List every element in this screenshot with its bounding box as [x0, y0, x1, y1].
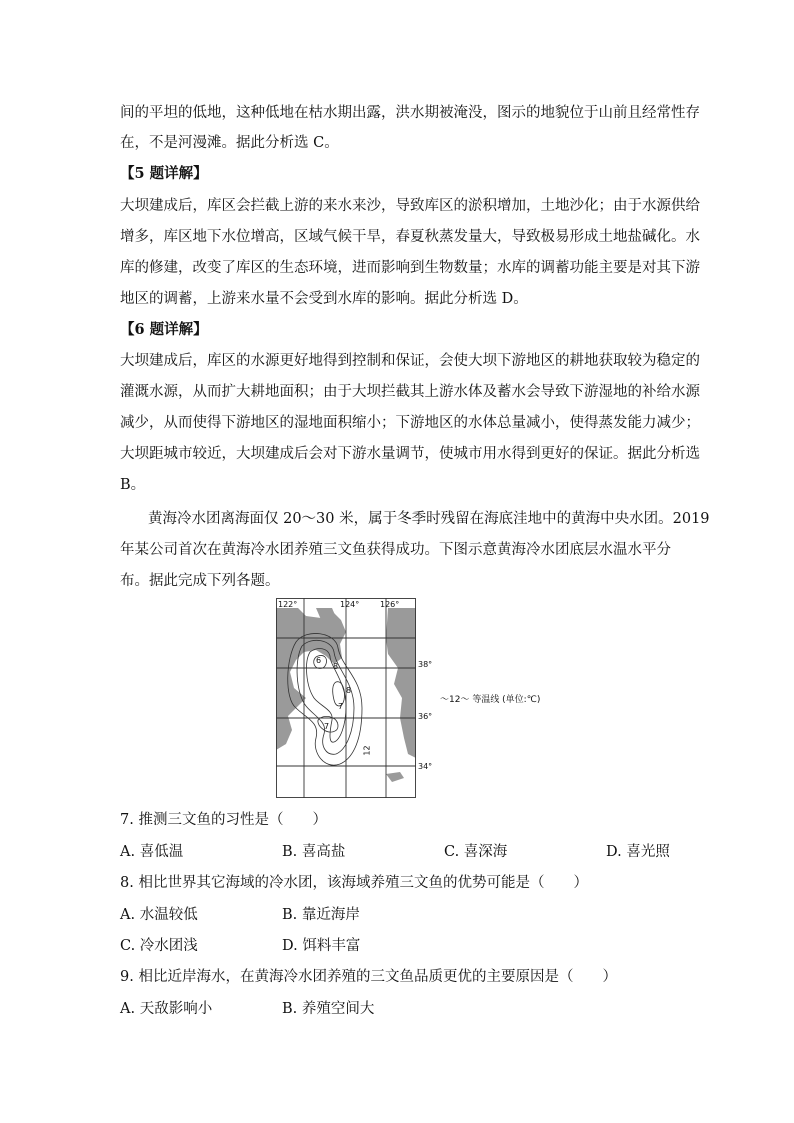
contour-label-6: 6	[316, 656, 322, 665]
latitude-label-34: 34°	[418, 762, 433, 771]
q8-option-d: D. 饵料丰富	[282, 938, 361, 954]
intro-text-line-1: 黄海冷水团离海面仅 20～30 米，属于冬季时残留在海底洼地中的黄海中央水团。2019	[148, 511, 710, 527]
intro-text-line-2: 年某公司首次在黄海冷水团养殖三文鱼获得成功。下图示意黄海冷水团底层水温水平分	[120, 542, 671, 558]
q8-stem: 8. 相比世界其它海域的冷水团，该海域养殖三文鱼的优势可能是（ ）	[120, 875, 588, 891]
q5-text-line-4: 地区的调蓄，上游来水量不会受到水库的影响。据此分析选 D。	[120, 291, 528, 307]
latitude-label-38: 38°	[418, 660, 433, 669]
map-drawing	[276, 598, 416, 798]
contour-label-8a: 8	[333, 662, 339, 671]
intro-text-line-3: 布。据此完成下列各题。	[120, 573, 280, 589]
q7-option-d: D. 喜光照	[606, 844, 670, 860]
q4-text-line-1: 间的平坦的低地，这种低地在枯水期出露，洪水期被淹没，图示的地貌位于山前且经常性存	[120, 105, 700, 121]
q5-text-line-3: 库的修建，改变了库区的生态环境，进而影响到生物数量；水库的调蓄功能主要是对其下游	[120, 260, 700, 276]
q7-stem: 7. 推测三文鱼的习性是（ ）	[120, 812, 327, 828]
q7-option-c: C. 喜深海	[444, 844, 508, 860]
contour-label-7a: 7	[338, 702, 344, 711]
contour-label-7b: 7	[324, 722, 330, 731]
q5-text-line-2: 增多，库区地下水位增高，区域气候干旱，春夏秋蒸发量大，导致极易形成土地盐碱化。水	[120, 229, 700, 245]
contour-label-12: 12	[362, 745, 372, 756]
q8-option-c: C. 冷水团浅	[120, 938, 198, 954]
q9-option-a: A. 天敌影响小	[120, 1001, 213, 1017]
q8-option-a: A. 水温较低	[120, 907, 198, 923]
contour-label-8b: 8	[346, 686, 352, 695]
q5-text-line-1: 大坝建成后，库区会拦截上游的来水来沙，导致库区的淤积增加，土地沙化；由于水源供给	[120, 198, 700, 214]
latitude-label-36: 36°	[418, 712, 433, 721]
q6-text-line-2: 灌溉水源，从而扩大耕地面积；由于大坝拦截其上游水体及蓄水会导致下游湿地的补给水源	[120, 384, 700, 400]
q7-option-a: A. 喜低温	[120, 844, 184, 860]
q6-text-line-5: B。	[120, 477, 146, 493]
q6-text-line-3: 减少，从而使得下游地区的湿地面积缩小；下游地区的水体总量减小，使得蒸发能力减少；	[120, 415, 700, 431]
q6-text-line-4: 大坝距城市较近，大坝建成后会对下游水量调节，使城市用水得到更好的保证。据此分析选	[120, 446, 700, 462]
q5-heading: 【5 题详解】	[120, 165, 208, 182]
q9-option-b: B. 养殖空间大	[282, 1001, 375, 1017]
q6-text-line-1: 大坝建成后，库区的水源更好地得到控制和保证，会使大坝下游地区的耕地获取较为稳定的	[120, 353, 700, 369]
q7-option-b: B. 喜高盐	[282, 844, 346, 860]
longitude-label-122: 122°	[278, 600, 298, 609]
longitude-label-126: 126°	[380, 600, 400, 609]
q6-heading: 【6 题详解】	[120, 321, 208, 338]
longitude-label-124: 124°	[340, 600, 360, 609]
q8-option-b: B. 靠近海岸	[282, 907, 360, 923]
q9-stem: 9. 相比近岸海水，在黄海冷水团养殖的三文鱼品质更优的主要原因是（ ）	[120, 969, 617, 985]
map-legend: ～12～ 等温线 (单位:℃)	[440, 695, 541, 705]
q4-text-line-2: 在，不是河漫滩。据此分析选 C。	[120, 135, 339, 151]
